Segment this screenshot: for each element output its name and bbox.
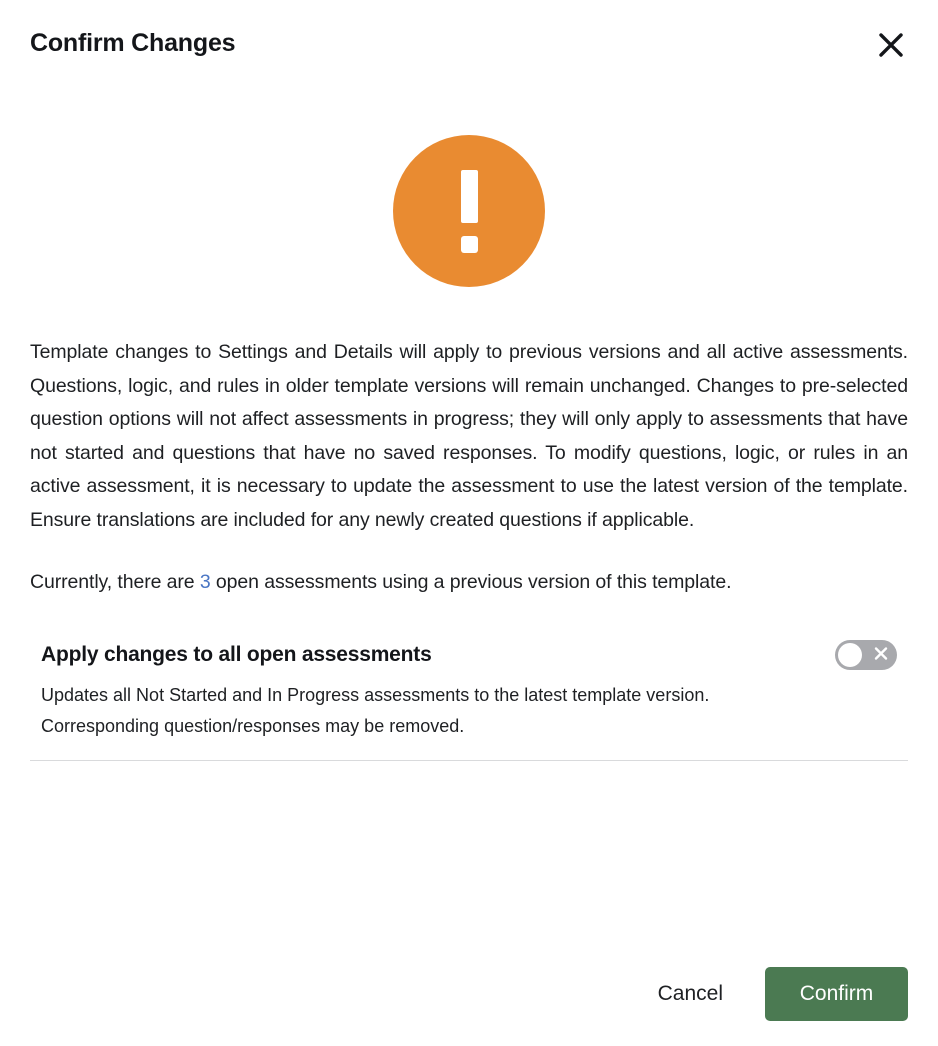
status-prefix: Currently, there are <box>30 570 200 593</box>
exclamation-bar <box>461 170 478 223</box>
x-icon <box>873 646 889 665</box>
status-suffix: open assessments using a previous version of this template. <box>210 570 732 593</box>
toggle-knob <box>838 643 862 667</box>
open-assessments-status <box>30 566 908 600</box>
confirm-button[interactable]: Confirm <box>765 967 908 1021</box>
exclamation-icon <box>393 135 545 287</box>
close-icon <box>876 30 906 60</box>
dialog-header <box>30 0 908 62</box>
cancel-button[interactable]: Cancel <box>656 974 725 1014</box>
dialog-footer <box>30 967 908 1021</box>
page-title: Confirm Changes <box>30 29 236 57</box>
apply-changes-section <box>30 640 908 761</box>
apply-changes-row <box>30 640 908 670</box>
apply-changes-description: Updates all Not Started and In Progress assessments to the latest template version. Corresponding question/responses may be removed. <box>41 685 710 737</box>
apply-changes-label: Apply changes to all open assessments <box>41 643 432 667</box>
warning-icon-container <box>30 135 908 287</box>
apply-changes-toggle[interactable] <box>835 640 897 670</box>
open-assessment-count[interactable]: 3 <box>199 570 211 593</box>
dialog-description: Template changes to Settings and Details will apply to previous versions and all active assessments. Questions, logic, and rules in older template versions will remain unchanged. Changes to pre-selected question options will not affect assessments in progress; they will only apply to assessments that have not started and questions that have no saved responses. To modify questions, logic, or rules in an active assessment, it is necessary to update the assessment to use the latest version of the template. Ensure translations are included for any newly created questions if applicable. <box>30 341 908 531</box>
close-button[interactable] <box>874 28 908 62</box>
exclamation-dot <box>461 236 478 253</box>
